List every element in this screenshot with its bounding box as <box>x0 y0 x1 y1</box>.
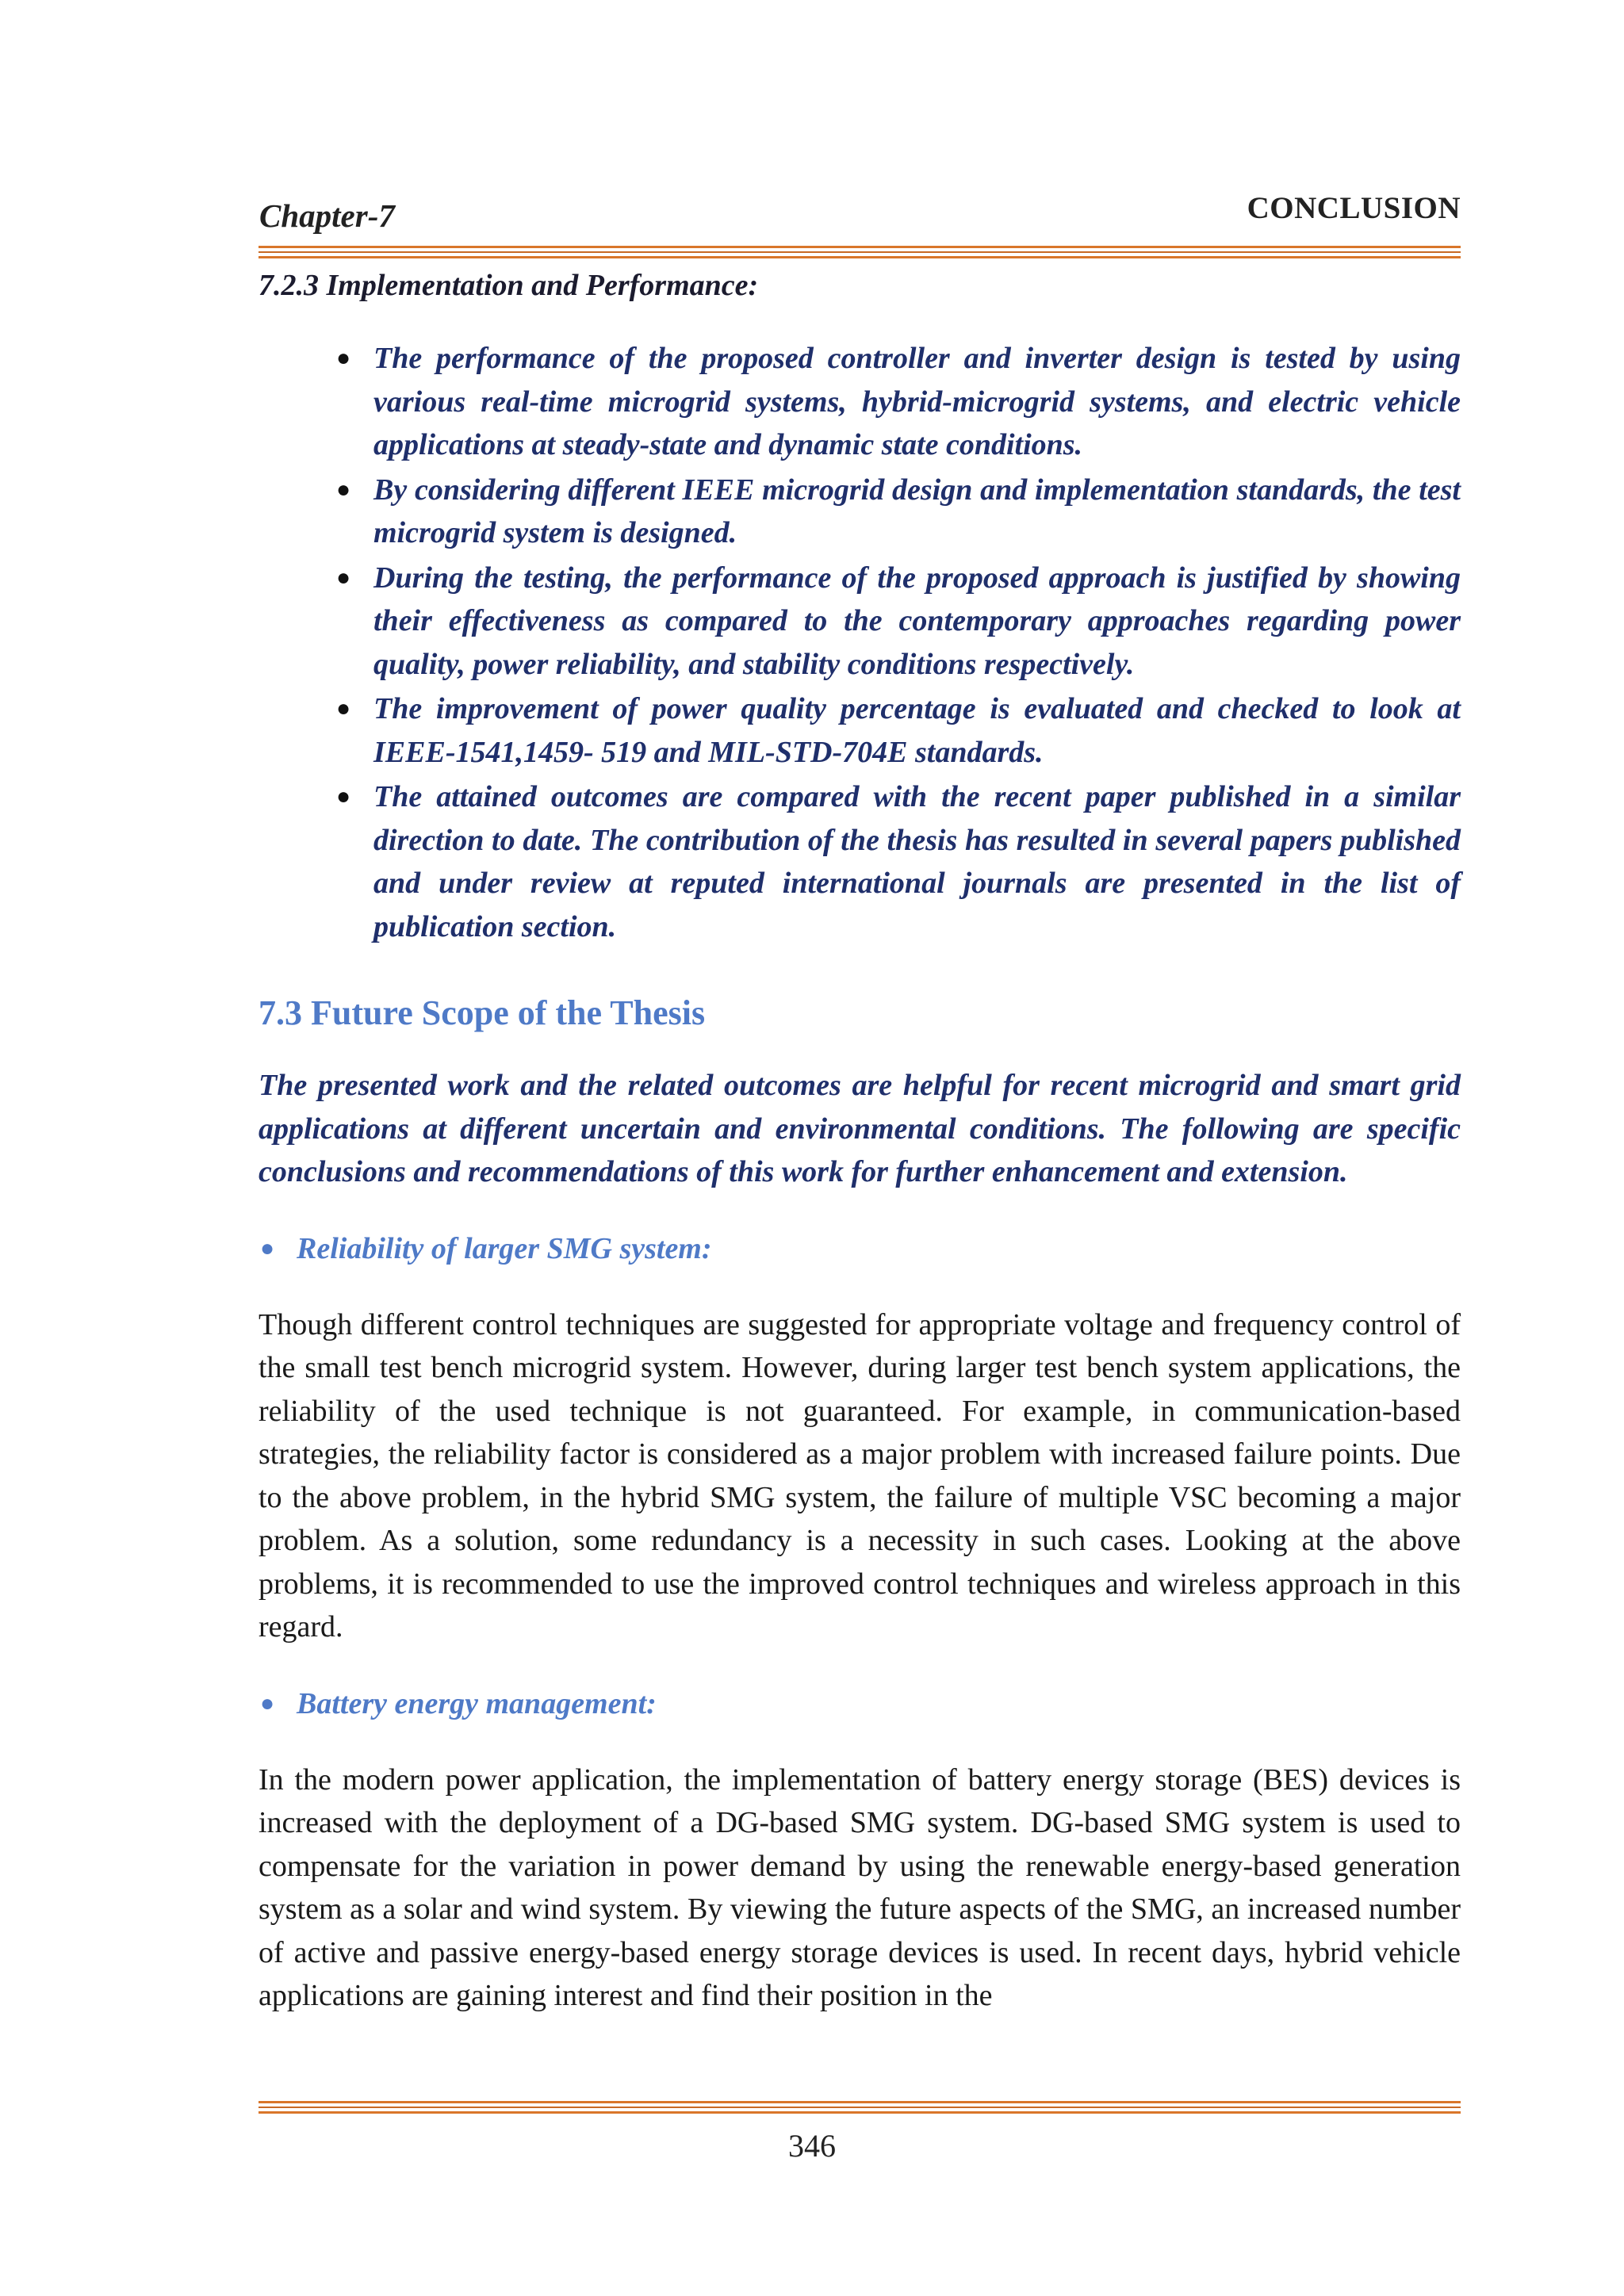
bullet-icon: ● <box>260 1689 275 1716</box>
bullet-icon: ● <box>336 476 351 503</box>
item-heading-battery: ● Battery energy management: <box>259 1684 1461 1724</box>
page-number: 346 <box>788 2128 836 2164</box>
bullet-icon: ● <box>336 695 351 721</box>
list-item: ● The improvement of power quality percentage is evaluated and checked to look at IEEE-1541,1459- 519 and MIL-STD-704E standards. <box>373 687 1461 774</box>
list-item: ● During the testing, the performance of the proposed approach is justified by showing their effectiveness as compared to the contemporary approaches regarding power quality, power reliability, and stability conditions respectively. <box>373 557 1461 687</box>
bullet-icon: ● <box>336 564 351 591</box>
item-body-battery: In the modern power application, the implementation of battery energy storage (BES) devices is increased with the deployment of a DG-based SMG system. DG-based SMG system is used to compensate for the variation in power demand by using the renewable energy-based generation system as a solar and wind system. By viewing the future aspects of the SMG, an increased number of active and passive energy-based energy storage devices is used. In recent days, hybrid vehicle applications are gaining interest and find their position in the <box>259 1762 1461 2012</box>
chapter-label: Chapter-7 <box>259 197 395 234</box>
list-item: ● The performance of the proposed controller and inverter design is tested by using various real-time microgrid systems, hybrid-microgrid systems, and electric vehicle applications at steady-state and dynamic state conditions. <box>373 337 1461 467</box>
item-body-reliability: Though different control techniques are suggested for appropriate voltage and frequency control of the small test bench microgrid system. However, during larger test bench system applications, the reliability of the used technique is not guaranteed. For example, in communication-based strategies, the reliability factor is considered as a major problem with increased failure points. Due to the above problem, in the hybrid SMG system, the failure of multiple VSC becoming a major problem. As a solution, some redundancy is a necessity in such cases. Looking at the above problems, it is recommended to use the improved control techniques and wireless approach in this regard. <box>259 1307 1461 1644</box>
bullet-icon: ● <box>336 783 351 809</box>
header-rule <box>259 246 1461 262</box>
list-item: ● The attained outcomes are compared with the recent paper published in a similar direction to date. The contribution of the thesis has resulted in several papers published and under review at reputed international journals are presented in the list of publication section. <box>373 775 1461 948</box>
chapter-title: CONCLUSION <box>1247 191 1461 225</box>
page-content <box>259 266 1461 2018</box>
bullet-icon: ● <box>336 345 351 371</box>
item-heading-reliability: ● Reliability of larger SMG system: <box>259 1229 1461 1269</box>
list-item: ● By considering different IEEE microgrid design and implementation standards, the test microgrid system is designed. <box>373 469 1461 555</box>
section-heading: 7.3 Future Scope of the Thesis <box>259 993 706 1032</box>
section-intro: The presented work and the related outcomes are helpful for recent microgrid and smart grid applications at different uncertain and environmental conditions. The following are specific conclusions and recommendations of this work for further enhancement and extension. <box>259 1069 1461 1188</box>
subsection-heading: 7.2.3 Implementation and Performance: <box>259 269 759 302</box>
implementation-bullet-list <box>259 337 1461 948</box>
footer-rule <box>259 2101 1461 2117</box>
bullet-icon: ● <box>260 1234 275 1261</box>
